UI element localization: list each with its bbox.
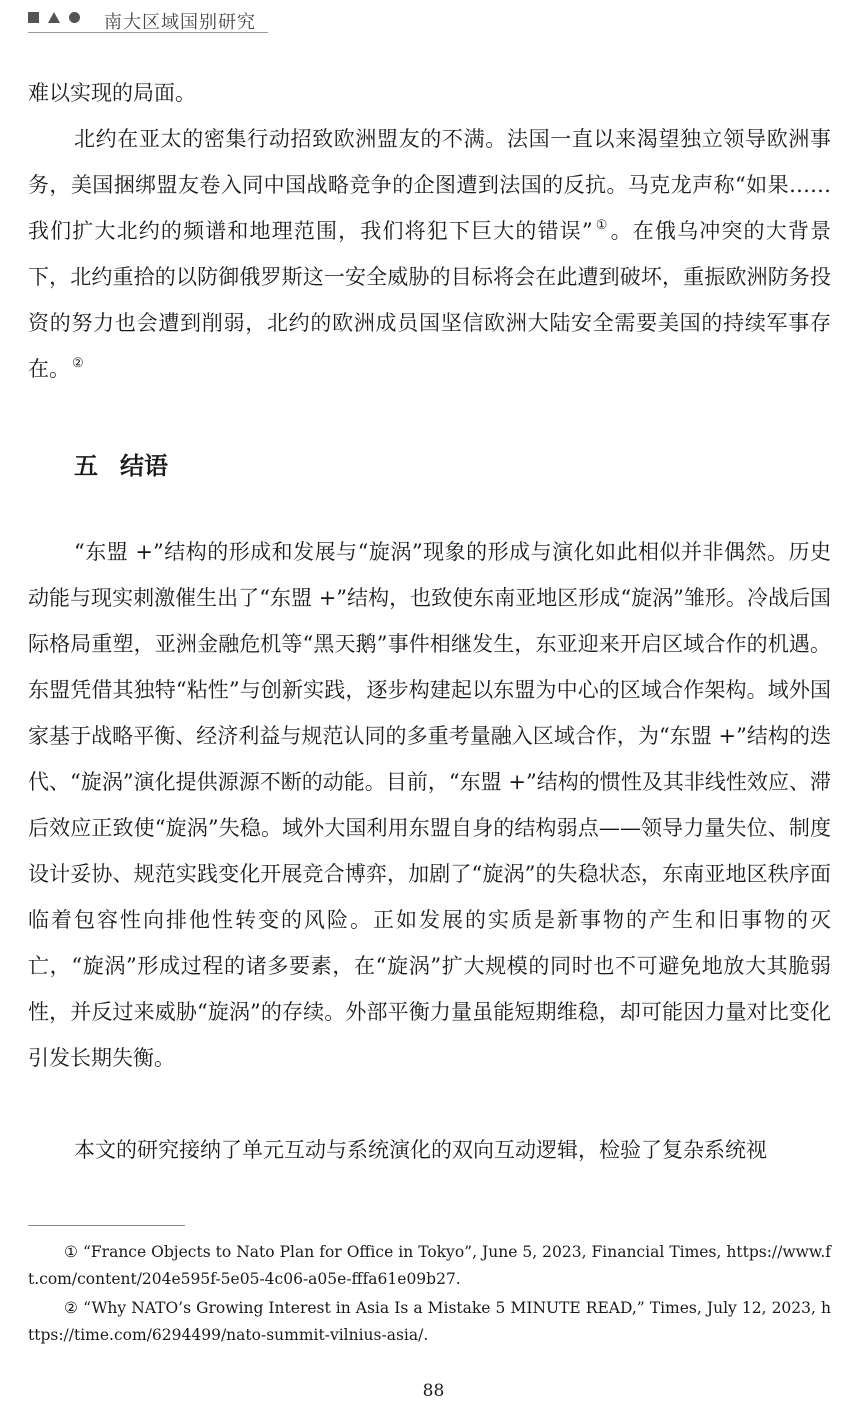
footnote-divider xyxy=(28,1225,185,1226)
paragraph-nato-europe xyxy=(28,116,831,392)
paragraph-text: 。在俄乌冲突的大背景下，北约重拾的以防御俄罗斯这一安全威胁的目标将会在此遭到破坏，重振欧洲防务投资的努力也会遭到削弱，北约的欧洲成员国坚信欧洲大陆安全需要美国的持续军事存在。 xyxy=(28,219,832,381)
footnote-ref-1[interactable]: ① xyxy=(594,218,609,233)
footnote-mark: ② xyxy=(64,1299,79,1317)
footnote-2 xyxy=(28,1295,831,1349)
footnote-1 xyxy=(28,1239,831,1293)
footnote-ref-2[interactable]: ② xyxy=(72,356,84,371)
paragraph-research: 本文的研究接纳了单元互动与系统演化的双向互动逻辑，检验了复杂系统视 xyxy=(74,1138,767,1162)
section-title: 结语 xyxy=(120,452,168,480)
paragraph-continued: 难以实现的局面。 xyxy=(28,81,196,105)
running-header xyxy=(28,8,268,33)
footnote-text: “France Objects to Nato Plan for Office in Tokyo”, June 5, 2023, Financial Times, https://www.ft.com/content/204e595f-5e05-4c06-a05e-fffa61e09b27. xyxy=(28,1243,831,1288)
paragraph-text: 北约在亚太的密集行动招致欧洲盟友的不满。法国一直以来渴望独立领导欧洲事务，美国捆绑盟友卷入同中国战略竞争的企图遭到法国的反抗。马克龙声称“如果……我们扩大北约的频谱和地理范围，我们将犯下巨大的错误” xyxy=(28,127,831,243)
circle-icon xyxy=(69,12,80,23)
square-icon xyxy=(28,12,39,23)
section-heading xyxy=(74,446,168,481)
page-number: 88 xyxy=(422,1381,445,1401)
journal-title: 南大区域国别研究 xyxy=(104,12,256,33)
header-marks xyxy=(28,12,92,23)
triangle-icon xyxy=(48,12,60,23)
section-number: 五 xyxy=(74,452,98,480)
footnote-mark: ① xyxy=(64,1243,78,1261)
footnote-text: “Why NATO’s Growing Interest in Asia Is a Mistake 5 MINUTE READ,” Times, July 12, 2023, https://time.com/6294499/nato-summit-vilnius-asia/. xyxy=(28,1299,831,1344)
paragraph-conclusion: “东盟 +”结构的形成和发展与“旋涡”现象的形成与演化如此相似并非偶然。历史动能与现实刺激催生出了“东盟 +”结构，也致使东南亚地区形成“旋涡”雏形。冷战后国际格局重塑，亚洲金融危机等“黑天鹅”事件相继发生，东亚迎来开启区域合作的机遇。东盟凭借其独特“粘性”与创新实践，逐步构建起以东盟为中心的区域合作架构。域外国家基于战略平衡、经济利益与规范认同的多重考量融入区域合作，为“东盟 +”结构的迭代、“旋涡”演化提供源源不断的动能。目前，“东盟 +”结构的惯性及其非线性效应、滞后效应正致使“旋涡”失稳。域外大国利用东盟自身的结构弱点——领导力量失位、制度设计妥协、规范实践变化开展竞合博弈，加剧了“旋涡”的失稳状态，东南亚地区秩序面临着包容性向排他性转变的风险。正如发展的实质是新事物的产生和旧事物的灭亡，“旋涡”形成过程的诸多要素，在“旋涡”扩大规模的同时也不可避免地放大其脆弱性，并反过来威胁“旋涡”的存续。外部平衡力量虽能短期维稳，却可能因力量对比变化引发长期失衡。 xyxy=(28,540,831,1070)
